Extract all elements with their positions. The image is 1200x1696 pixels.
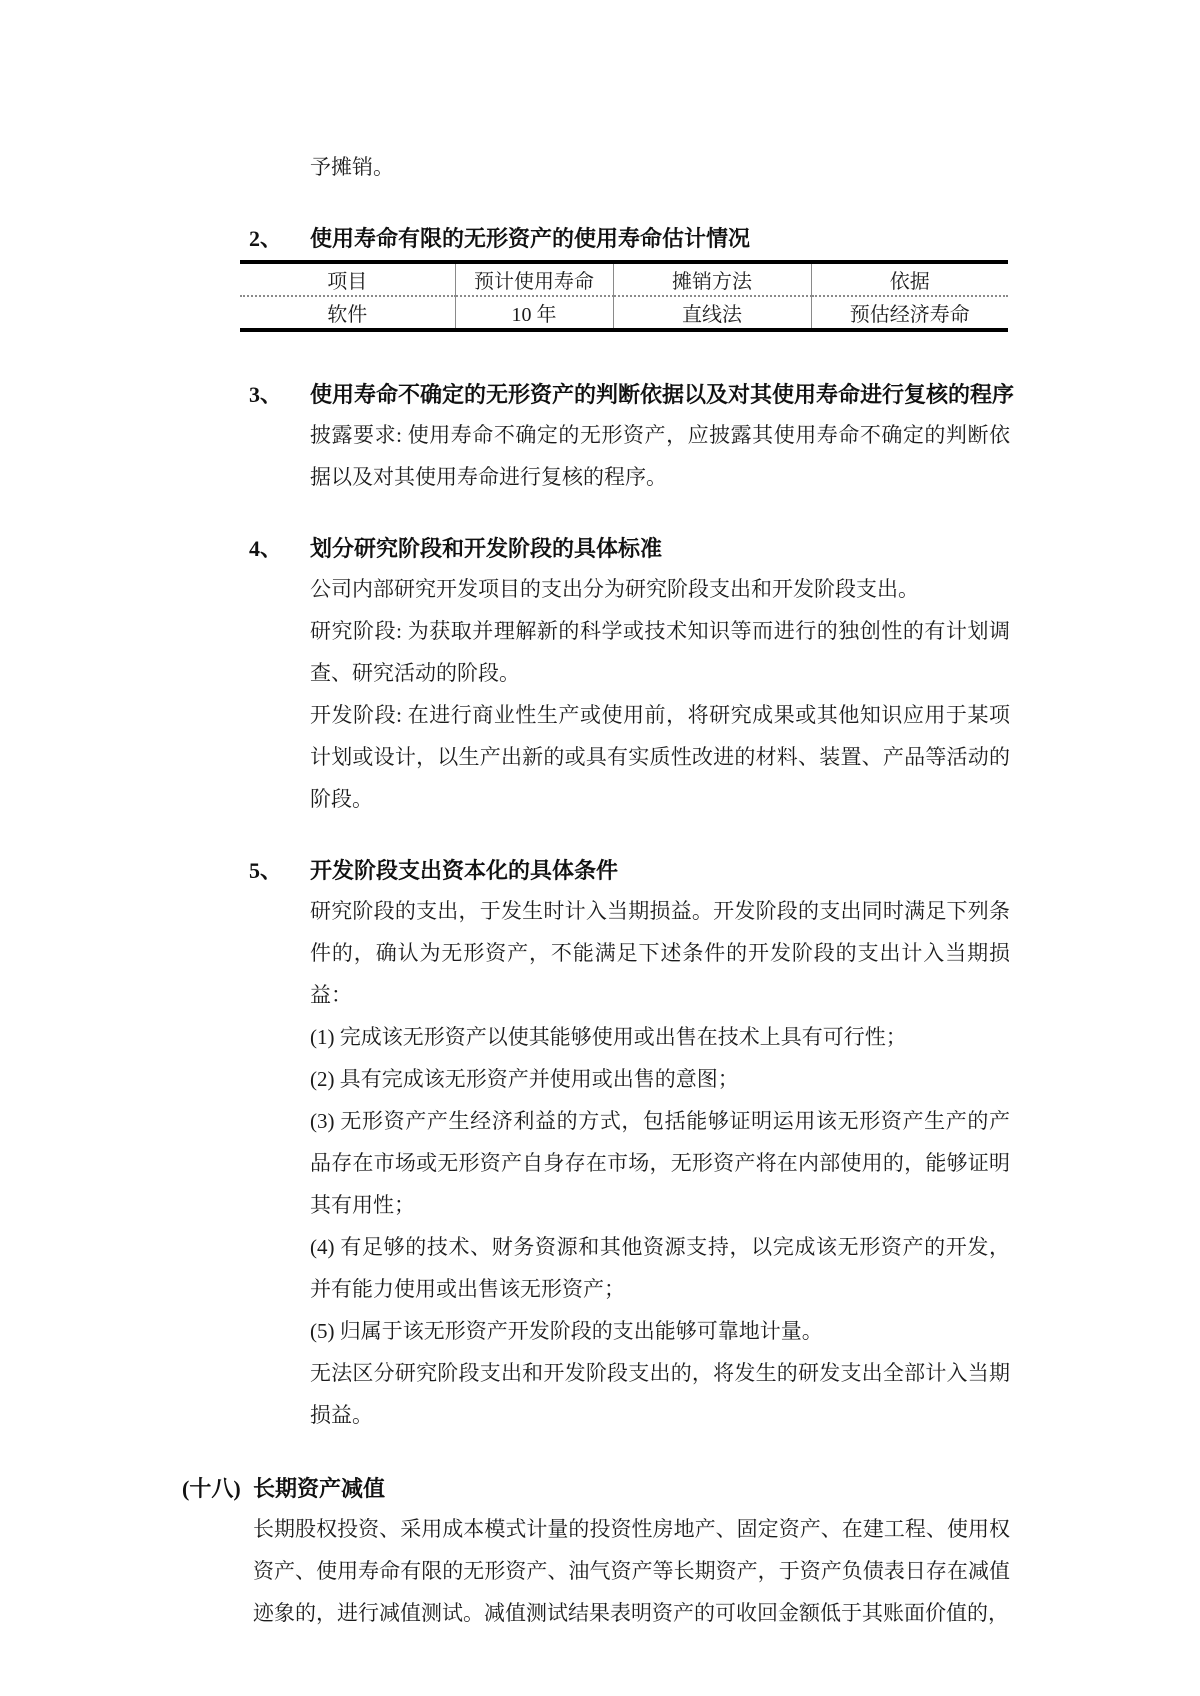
- section-4-number: 4、: [249, 536, 283, 561]
- section-5-paragraph: 无法区分研究阶段支出和开发阶段支出的，将发生的研发支出全部计入当期损益。: [310, 1361, 1010, 1427]
- section-5-paragraph: 研究阶段的支出，于发生时计入当期损益。开发阶段的支出同时满足下列条件的，确认为无形资产，不能满足下述条件的开发阶段的支出计入当期损益：: [310, 899, 1010, 1007]
- section-3-title: 使用寿命不确定的无形资产的判断依据以及对其使用寿命进行复核的程序: [310, 382, 1015, 407]
- section-18-paragraph: 长期股权投资、采用成本模式计量的投资性房地产、固定资产、在建工程、使用权资产、使用寿命有限的无形资产、油气资产等长期资产，于资产负债表日存在减值迹象的，进行减值测试。减值测试结果表明资产的可收回金额低于其账面价值的，: [253, 1517, 1010, 1625]
- table-header-item: 项目: [240, 262, 455, 296]
- table-header-row: [240, 262, 1008, 296]
- section-3-number: 3、: [249, 382, 283, 407]
- section-5-list-item-1: (1) 完成该无形资产以使其能够使用或出售在技术上具有可行性；: [310, 1025, 907, 1049]
- section-5-list-item-5: (5) 归属于该无形资产开发阶段的支出能够可靠地计量。: [310, 1319, 823, 1343]
- table-row-software: [240, 296, 1008, 330]
- section-4-paragraph: 公司内部研究开发项目的支出分为研究阶段支出和开发阶段支出。: [310, 577, 919, 601]
- section-5-list-item-4: (4) 有足够的技术、财务资源和其他资源支持，以完成该无形资产的开发，并有能力使用或出售该无形资产；: [310, 1235, 1010, 1301]
- section-2-heading: [249, 222, 1200, 256]
- table-header-basis: 依据: [811, 262, 1008, 296]
- section-4-heading: [249, 532, 1200, 566]
- cell-basis: 预估经济寿命: [811, 296, 1008, 330]
- section-3-paragraph: 披露要求: 使用寿命不确定的无形资产，应披露其使用寿命不确定的判断依据以及对其使用寿命进行复核的程序。: [310, 423, 1010, 489]
- section-5-heading: [249, 854, 1200, 888]
- table-header-expected-life: 预计使用寿命: [455, 262, 613, 296]
- section-5-list-item-3: (3) 无形资产产生经济利益的方式，包括能够证明运用该无形资产生产的产品存在市场或无形资产自身存在市场，无形资产将在内部使用的，能够证明其有用性；: [310, 1109, 1010, 1217]
- table-header-amortization-method: 摊销方法: [613, 262, 811, 296]
- paragraph-continuation: 予摊销。: [310, 155, 394, 179]
- cell-amortization-method: 直线法: [613, 296, 811, 330]
- section-2-title: 使用寿命有限的无形资产的使用寿命估计情况: [310, 226, 751, 251]
- section-18-heading: [182, 1472, 1200, 1506]
- section-4-title: 划分研究阶段和开发阶段的具体标准: [310, 536, 663, 561]
- section-3-heading: [249, 378, 1200, 412]
- useful-life-table: [240, 260, 1008, 332]
- section-18-title: 长期资产减值: [253, 1476, 386, 1501]
- section-4-paragraph: 研究阶段: 为获取并理解新的科学或技术知识等而进行的独创性的有计划调查、研究活动的阶段。: [310, 619, 1010, 685]
- section-5-number: 5、: [249, 858, 283, 883]
- section-4-paragraph: 开发阶段: 在进行商业性生产或使用前，将研究成果或其他知识应用于某项计划或设计，以生产出新的或具有实质性改进的材料、装置、产品等活动的阶段。: [310, 703, 1010, 811]
- section-18-number: (十八): [182, 1476, 241, 1501]
- cell-item: 软件: [327, 304, 368, 326]
- section-5-list-item-2: (2) 具有完成该无形资产并使用或出售的意图；: [310, 1067, 739, 1091]
- cell-expected-life: 10 年: [455, 296, 613, 330]
- section-5-title: 开发阶段支出资本化的具体条件: [310, 858, 619, 883]
- section-2-number: 2、: [249, 226, 283, 251]
